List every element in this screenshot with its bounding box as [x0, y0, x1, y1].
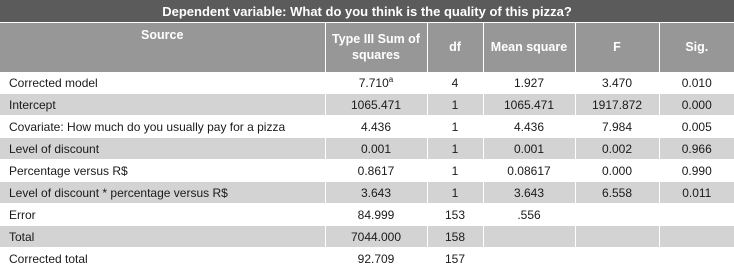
row-f: 3.470	[575, 72, 659, 94]
row-f: 0.000	[575, 160, 659, 182]
table-row	[0, 248, 734, 270]
row-sig	[659, 204, 734, 226]
row-sig: 0.000	[659, 94, 734, 116]
row-sig: 0.005	[659, 116, 734, 138]
row-sum-of-squares	[325, 72, 427, 94]
row-sig: 0.990	[659, 160, 734, 182]
row-df: 1	[427, 182, 483, 204]
row-sig	[659, 248, 734, 270]
row-sum-of-squares: 7044.000	[325, 226, 427, 248]
table-row	[0, 204, 734, 226]
row-source: Total	[0, 226, 325, 248]
column-header-sum-of-squares: Type III Sum of squares	[325, 23, 427, 73]
row-mean-square: 4.436	[483, 116, 575, 138]
row-df: 1	[427, 160, 483, 182]
row-sum-of-squares: 0.8617	[325, 160, 427, 182]
row-df: 158	[427, 226, 483, 248]
column-header-source: Source	[0, 23, 325, 73]
row-sig: 0.966	[659, 138, 734, 160]
table-row	[0, 94, 734, 116]
row-f: 0.002	[575, 138, 659, 160]
row-mean-square: 1.927	[483, 72, 575, 94]
row-mean-square: .556	[483, 204, 575, 226]
row-mean-square: 3.643	[483, 182, 575, 204]
table-row	[0, 138, 734, 160]
table-title-row	[0, 0, 734, 23]
row-mean-square	[483, 226, 575, 248]
row-source: Covariate: How much do you usually pay for a pizza	[0, 116, 325, 138]
row-sig: 0.011	[659, 182, 734, 204]
row-sum-of-squares: 84.999	[325, 204, 427, 226]
row-df: 153	[427, 204, 483, 226]
row-source: Level of discount * percentage versus R$	[0, 182, 325, 204]
row-f	[575, 204, 659, 226]
row-source: Percentage versus R$	[0, 160, 325, 182]
table-row	[0, 226, 734, 248]
row-df: 4	[427, 72, 483, 94]
row-df: 1	[427, 116, 483, 138]
row-source: Level of discount	[0, 138, 325, 160]
row-df: 157	[427, 248, 483, 270]
row-sum-of-squares: 3.643	[325, 182, 427, 204]
row-f: 6.558	[575, 182, 659, 204]
footnote-marker: a	[388, 74, 394, 84]
row-sig	[659, 226, 734, 248]
row-source: Intercept	[0, 94, 325, 116]
table-row	[0, 160, 734, 182]
row-source: Corrected total	[0, 248, 325, 270]
row-mean-square: 0.001	[483, 138, 575, 160]
table-row	[0, 72, 734, 94]
row-f	[575, 248, 659, 270]
column-header-df: df	[427, 23, 483, 73]
column-header-row	[0, 23, 734, 73]
row-mean-square: 1065.471	[483, 94, 575, 116]
row-f	[575, 226, 659, 248]
row-source: Error	[0, 204, 325, 226]
ss-value: 7.710	[358, 75, 389, 90]
column-header-mean-square: Mean square	[483, 23, 575, 73]
row-mean-square: 0.08617	[483, 160, 575, 182]
row-sig: 0.010	[659, 72, 734, 94]
row-df: 1	[427, 138, 483, 160]
row-df: 1	[427, 94, 483, 116]
row-sum-of-squares: 4.436	[325, 116, 427, 138]
row-sum-of-squares: 1065.471	[325, 94, 427, 116]
table-row	[0, 182, 734, 204]
table-title: Dependent variable: What do you think is the quality of this pizza?	[0, 0, 734, 23]
column-header-sig: Sig.	[659, 23, 734, 73]
row-sum-of-squares: 92.709	[325, 248, 427, 270]
column-header-f: F	[575, 23, 659, 73]
row-f: 7.984	[575, 116, 659, 138]
row-sum-of-squares: 0.001	[325, 138, 427, 160]
row-source: Corrected model	[0, 72, 325, 94]
table-row	[0, 116, 734, 138]
row-f: 1917.872	[575, 94, 659, 116]
row-mean-square	[483, 248, 575, 270]
